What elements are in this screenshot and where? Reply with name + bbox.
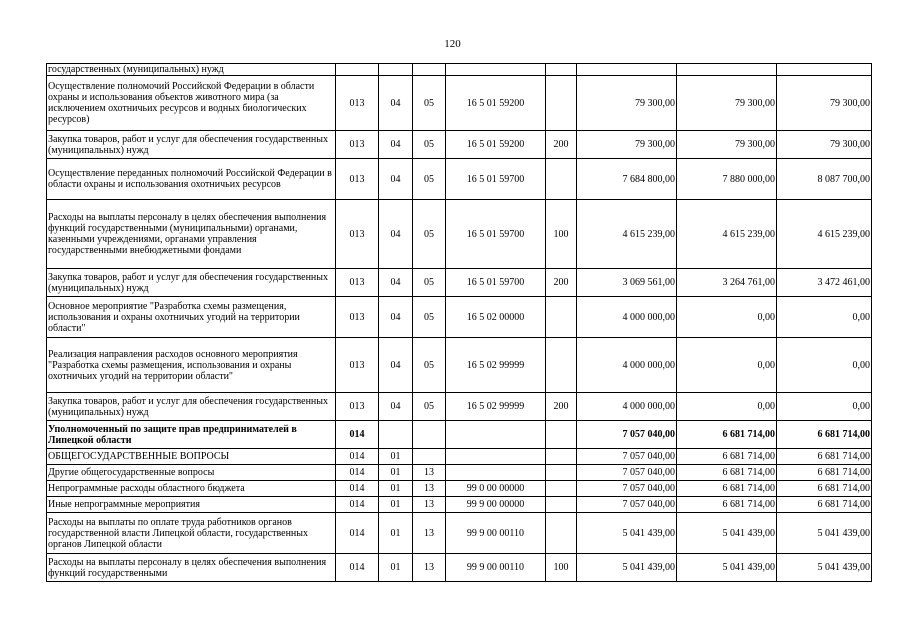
table-cell-expense-type: 100 <box>546 554 577 582</box>
table-cell-section <box>379 64 413 76</box>
table-cell-amount-year2: 79 300,00 <box>677 76 777 131</box>
table-cell-name: Расходы на выплаты по оплате труда работников органов государственной власти Липецкой области, государственных органов Липецкой области <box>47 513 336 554</box>
table-cell-target-article <box>446 465 546 481</box>
table-row <box>47 131 872 159</box>
table-cell-amount-year3: 0,00 <box>777 338 872 393</box>
table-cell-amount-year2: 5 041 439,00 <box>677 513 777 554</box>
table-cell-subsection: 13 <box>413 481 446 497</box>
table-cell-expense-type <box>546 297 577 338</box>
table-cell-name: Основное мероприятие "Разработка схемы размещения, использования и охраны охотничьих угодий на территории области" <box>47 297 336 338</box>
table-cell-amount-year2: 0,00 <box>677 297 777 338</box>
table-cell-subsection: 13 <box>413 465 446 481</box>
table-cell-amount-year1 <box>577 64 677 76</box>
table-cell-ved: 013 <box>336 131 379 159</box>
table-cell-target-article: 16 5 01 59700 <box>446 200 546 269</box>
table-cell-ved: 013 <box>336 338 379 393</box>
table-cell-amount-year1: 4 000 000,00 <box>577 393 677 421</box>
table-cell-section <box>379 421 413 449</box>
table-cell-subsection: 05 <box>413 297 446 338</box>
table-cell-name: Осуществление переданных полномочий Российской Федерации в области охраны и использования охотничьих ресурсов <box>47 159 336 200</box>
page-number: 120 <box>444 38 461 50</box>
table-cell-amount-year2: 6 681 714,00 <box>677 465 777 481</box>
table-cell-amount-year3: 79 300,00 <box>777 76 872 131</box>
table-row <box>47 76 872 131</box>
table-cell-amount-year1: 4 615 239,00 <box>577 200 677 269</box>
table-row <box>47 64 872 76</box>
table-cell-section: 01 <box>379 497 413 513</box>
table-row <box>47 465 872 481</box>
table-cell-expense-type <box>546 513 577 554</box>
table-cell-amount-year2: 0,00 <box>677 393 777 421</box>
table-cell-target-article: 16 5 01 59700 <box>446 269 546 297</box>
table-cell-name: Расходы на выплаты персоналу в целях обеспечения выполнения функций государственными (муниципальными) органами, казенными учреждениями, органами управления государственными внебюджетными фондами <box>47 200 336 269</box>
table-cell-subsection: 05 <box>413 131 446 159</box>
table-cell-subsection: 05 <box>413 159 446 200</box>
table-cell-subsection: 05 <box>413 393 446 421</box>
table-cell-expense-type <box>546 76 577 131</box>
table-row <box>47 421 872 449</box>
table-cell-amount-year3: 5 041 439,00 <box>777 554 872 582</box>
table-cell-amount-year2: 0,00 <box>677 338 777 393</box>
table-cell-name: Осуществление полномочий Российской Федерации в области охраны и использования объектов животного мира (за исключением охотничьих ресурсов и водных биологических ресурсов) <box>47 76 336 131</box>
table-cell-amount-year2: 6 681 714,00 <box>677 449 777 465</box>
table-cell-target-article: 16 5 02 00000 <box>446 297 546 338</box>
table-cell-section: 04 <box>379 338 413 393</box>
table-cell-target-article: 16 5 01 59700 <box>446 159 546 200</box>
table-cell-ved: 014 <box>336 554 379 582</box>
table-cell-section: 01 <box>379 481 413 497</box>
table-cell-amount-year1: 5 041 439,00 <box>577 554 677 582</box>
table-row <box>47 393 872 421</box>
table-cell-target-article: 16 5 02 99999 <box>446 393 546 421</box>
table-cell-subsection <box>413 64 446 76</box>
table-cell-ved: 014 <box>336 465 379 481</box>
table-cell-ved: 014 <box>336 513 379 554</box>
table-cell-expense-type <box>546 159 577 200</box>
table-row <box>47 554 872 582</box>
table-cell-expense-type: 100 <box>546 200 577 269</box>
table-cell-name: Другие общегосударственные вопросы <box>47 465 336 481</box>
table-cell-amount-year3: 3 472 461,00 <box>777 269 872 297</box>
table-cell-amount-year2: 6 681 714,00 <box>677 481 777 497</box>
table-cell-name: Непрограммные расходы областного бюджета <box>47 481 336 497</box>
table-cell-name: Иные непрограммные мероприятия <box>47 497 336 513</box>
table-cell-name: Реализация направления расходов основного мероприятия "Разработка схемы размещения, использования и охраны охотничьих угодий на территории области" <box>47 338 336 393</box>
table-cell-target-article: 16 5 01 59200 <box>446 131 546 159</box>
table-cell-amount-year1: 4 000 000,00 <box>577 297 677 338</box>
table-cell-amount-year3: 6 681 714,00 <box>777 465 872 481</box>
table-cell-ved: 013 <box>336 159 379 200</box>
table-cell-section: 01 <box>379 554 413 582</box>
table-cell-expense-type <box>546 338 577 393</box>
table-cell-section: 04 <box>379 269 413 297</box>
table-cell-ved <box>336 64 379 76</box>
table-row <box>47 159 872 200</box>
table-cell-amount-year3: 6 681 714,00 <box>777 497 872 513</box>
table-cell-target-article <box>446 449 546 465</box>
table-cell-expense-type: 200 <box>546 131 577 159</box>
table-row <box>47 481 872 497</box>
table-cell-name: Закупка товаров, работ и услуг для обеспечения государственных (муниципальных) нужд <box>47 393 336 421</box>
table-cell-amount-year2: 5 041 439,00 <box>677 554 777 582</box>
table-cell-amount-year3: 6 681 714,00 <box>777 481 872 497</box>
table-cell-target-article <box>446 64 546 76</box>
table-row <box>47 513 872 554</box>
table-cell-expense-type <box>546 64 577 76</box>
table-cell-name: Закупка товаров, работ и услуг для обеспечения государственных (муниципальных) нужд <box>47 131 336 159</box>
table-cell-subsection: 05 <box>413 338 446 393</box>
table-cell-expense-type <box>546 497 577 513</box>
table-cell-section: 01 <box>379 513 413 554</box>
table-cell-ved: 013 <box>336 393 379 421</box>
table-cell-amount-year3: 5 041 439,00 <box>777 513 872 554</box>
table-cell-subsection: 13 <box>413 513 446 554</box>
table-cell-amount-year2: 6 681 714,00 <box>677 497 777 513</box>
table-cell-section: 04 <box>379 297 413 338</box>
table-cell-name: ОБЩЕГОСУДАРСТВЕННЫЕ ВОПРОСЫ <box>47 449 336 465</box>
table-cell-amount-year2: 4 615 239,00 <box>677 200 777 269</box>
table-cell-subsection: 05 <box>413 200 446 269</box>
table-cell-amount-year3: 6 681 714,00 <box>777 421 872 449</box>
table-cell-section: 04 <box>379 200 413 269</box>
table-cell-section: 01 <box>379 449 413 465</box>
table-cell-amount-year3: 0,00 <box>777 393 872 421</box>
table-cell-amount-year1: 4 000 000,00 <box>577 338 677 393</box>
table-cell-amount-year1: 79 300,00 <box>577 131 677 159</box>
table-row <box>47 269 872 297</box>
table-cell-amount-year3 <box>777 64 872 76</box>
table-cell-name: Уполномоченный по защите прав предпринимателей в Липецкой области <box>47 421 336 449</box>
table-cell-section: 04 <box>379 131 413 159</box>
table-cell-amount-year3: 0,00 <box>777 297 872 338</box>
table-cell-section: 04 <box>379 76 413 131</box>
table-cell-ved: 014 <box>336 497 379 513</box>
budget-table <box>46 63 872 582</box>
table-cell-ved: 014 <box>336 449 379 465</box>
table-cell-expense-type: 200 <box>546 269 577 297</box>
table-cell-amount-year1: 7 057 040,00 <box>577 421 677 449</box>
table-cell-target-article <box>446 421 546 449</box>
table-cell-amount-year1: 5 041 439,00 <box>577 513 677 554</box>
table-cell-ved: 014 <box>336 481 379 497</box>
table-cell-expense-type <box>546 465 577 481</box>
table-cell-amount-year3: 8 087 700,00 <box>777 159 872 200</box>
table-row <box>47 297 872 338</box>
table-cell-subsection: 13 <box>413 554 446 582</box>
table-cell-amount-year2 <box>677 64 777 76</box>
table-cell-amount-year3: 6 681 714,00 <box>777 449 872 465</box>
table-cell-amount-year1: 3 069 561,00 <box>577 269 677 297</box>
table-cell-amount-year1: 7 057 040,00 <box>577 497 677 513</box>
table-cell-expense-type <box>546 481 577 497</box>
table-cell-amount-year3: 4 615 239,00 <box>777 200 872 269</box>
table-cell-section: 04 <box>379 393 413 421</box>
table-cell-ved: 013 <box>336 200 379 269</box>
table-cell-amount-year2: 3 264 761,00 <box>677 269 777 297</box>
table-cell-section: 01 <box>379 465 413 481</box>
table-cell-amount-year1: 7 684 800,00 <box>577 159 677 200</box>
table-cell-name: Закупка товаров, работ и услуг для обеспечения государственных (муниципальных) нужд <box>47 269 336 297</box>
table-cell-subsection <box>413 421 446 449</box>
table-cell-subsection <box>413 449 446 465</box>
table-cell-amount-year2: 6 681 714,00 <box>677 421 777 449</box>
table-cell-ved: 013 <box>336 76 379 131</box>
table-cell-ved: 013 <box>336 269 379 297</box>
table-cell-amount-year1: 79 300,00 <box>577 76 677 131</box>
table-cell-target-article: 16 5 01 59200 <box>446 76 546 131</box>
table-cell-amount-year1: 7 057 040,00 <box>577 465 677 481</box>
table-cell-amount-year2: 79 300,00 <box>677 131 777 159</box>
table-cell-ved: 014 <box>336 421 379 449</box>
table-cell-name: государственных (муниципальных) нужд <box>47 64 336 76</box>
table-cell-amount-year1: 7 057 040,00 <box>577 449 677 465</box>
table-cell-subsection: 05 <box>413 76 446 131</box>
table-cell-subsection: 05 <box>413 269 446 297</box>
table-cell-amount-year2: 7 880 000,00 <box>677 159 777 200</box>
table-row <box>47 449 872 465</box>
table-cell-target-article: 99 9 00 00110 <box>446 513 546 554</box>
table-cell-ved: 013 <box>336 297 379 338</box>
table-cell-name: Расходы на выплаты персоналу в целях обеспечения выполнения функций государственными <box>47 554 336 582</box>
table-cell-subsection: 13 <box>413 497 446 513</box>
table-cell-target-article: 99 0 00 00000 <box>446 481 546 497</box>
table-cell-target-article: 99 9 00 00110 <box>446 554 546 582</box>
table-cell-expense-type: 200 <box>546 393 577 421</box>
table-cell-expense-type <box>546 421 577 449</box>
table-cell-amount-year1: 7 057 040,00 <box>577 481 677 497</box>
table-cell-target-article: 16 5 02 99999 <box>446 338 546 393</box>
table-cell-target-article: 99 9 00 00000 <box>446 497 546 513</box>
table-cell-section: 04 <box>379 159 413 200</box>
table-cell-expense-type <box>546 449 577 465</box>
table-row <box>47 497 872 513</box>
table-row <box>47 338 872 393</box>
table-cell-amount-year3: 79 300,00 <box>777 131 872 159</box>
table-row <box>47 200 872 269</box>
